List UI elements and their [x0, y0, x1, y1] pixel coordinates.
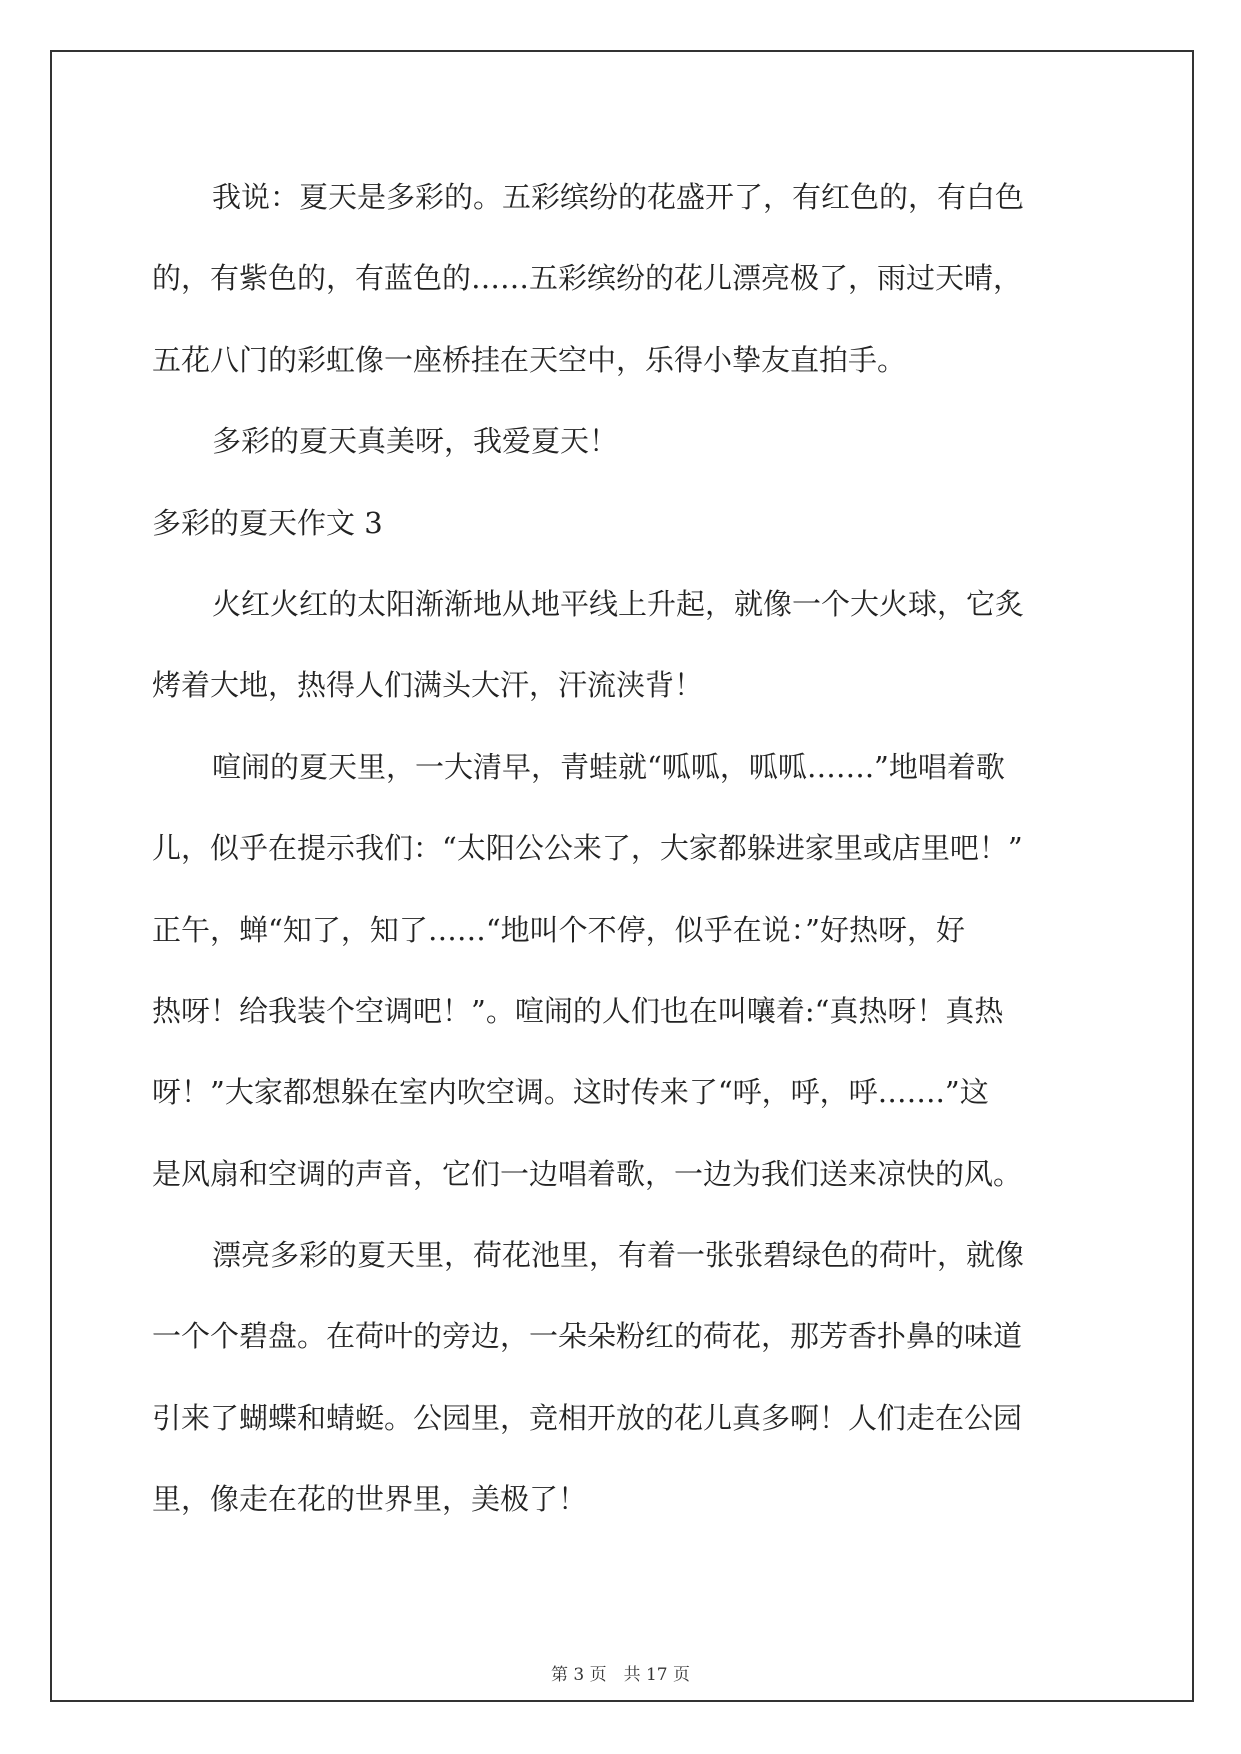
- text-line: 漂亮多彩的夏天里，荷花池里，有着一张张碧绿色的荷叶，就像: [212, 1238, 1025, 1273]
- text-line: 一个个碧盘。在荷叶的旁边，一朵朵粉红的荷花，那芳香扑鼻的味道: [152, 1319, 1023, 1354]
- page-number-footer: 第 3 页 共 17 页: [550, 1665, 691, 1685]
- text-line: 五花八门的彩虹像一座桥挂在天空中，乐得小挚友直拍手。: [152, 342, 907, 377]
- text-line: 我说：夏天是多彩的。五彩缤纷的花盛开了，有红色的，有白色: [212, 180, 1025, 214]
- text-line: 里，像走在花的世界里，美极了！: [152, 1482, 588, 1517]
- text-line: 儿，似乎在提示我们：“太阳公公来了，大家都躲进家里或店里吧！”: [152, 831, 1023, 866]
- text-line: 多彩的夏天真美呀，我爱夏天！: [212, 424, 619, 459]
- text-line: 引来了蝴蝶和蜻蜓。公园里，竞相开放的花儿真多啊！人们走在公园: [152, 1400, 1023, 1435]
- text-line: 火红火红的太阳渐渐地从地平线上升起，就像一个大火球，它炙: [212, 586, 1025, 621]
- text-line: 正午，蝉“知了，知了……“地叫个不停，似乎在说：”好热呀，好: [152, 912, 965, 947]
- text-line: 是风扇和空调的声音，它们一边唱着歌，一边为我们送来凉快的风。: [152, 1156, 1023, 1191]
- text-line: 呀！”大家都想躲在室内吹空调。这时传来了“呼，呼，呼…….”这: [152, 1075, 989, 1110]
- text-line: 喧闹的夏天里，一大清早，青蛙就“呱呱，呱呱…….”地唱着歌: [212, 749, 1005, 784]
- section-heading: 多彩的夏天作文 3: [152, 505, 383, 540]
- document-body: [152, 157, 1094, 1541]
- text-line: 的，有紫色的，有蓝色的……五彩缤纷的花儿漂亮极了，雨过天晴，: [152, 261, 1023, 296]
- text-line: 烤着大地，热得人们满头大汗，汗流浃背！: [152, 668, 704, 703]
- text-line: 热呀！给我装个空调吧！”。喧闹的人们也在叫嚷着:“真热呀！真热: [152, 993, 1004, 1028]
